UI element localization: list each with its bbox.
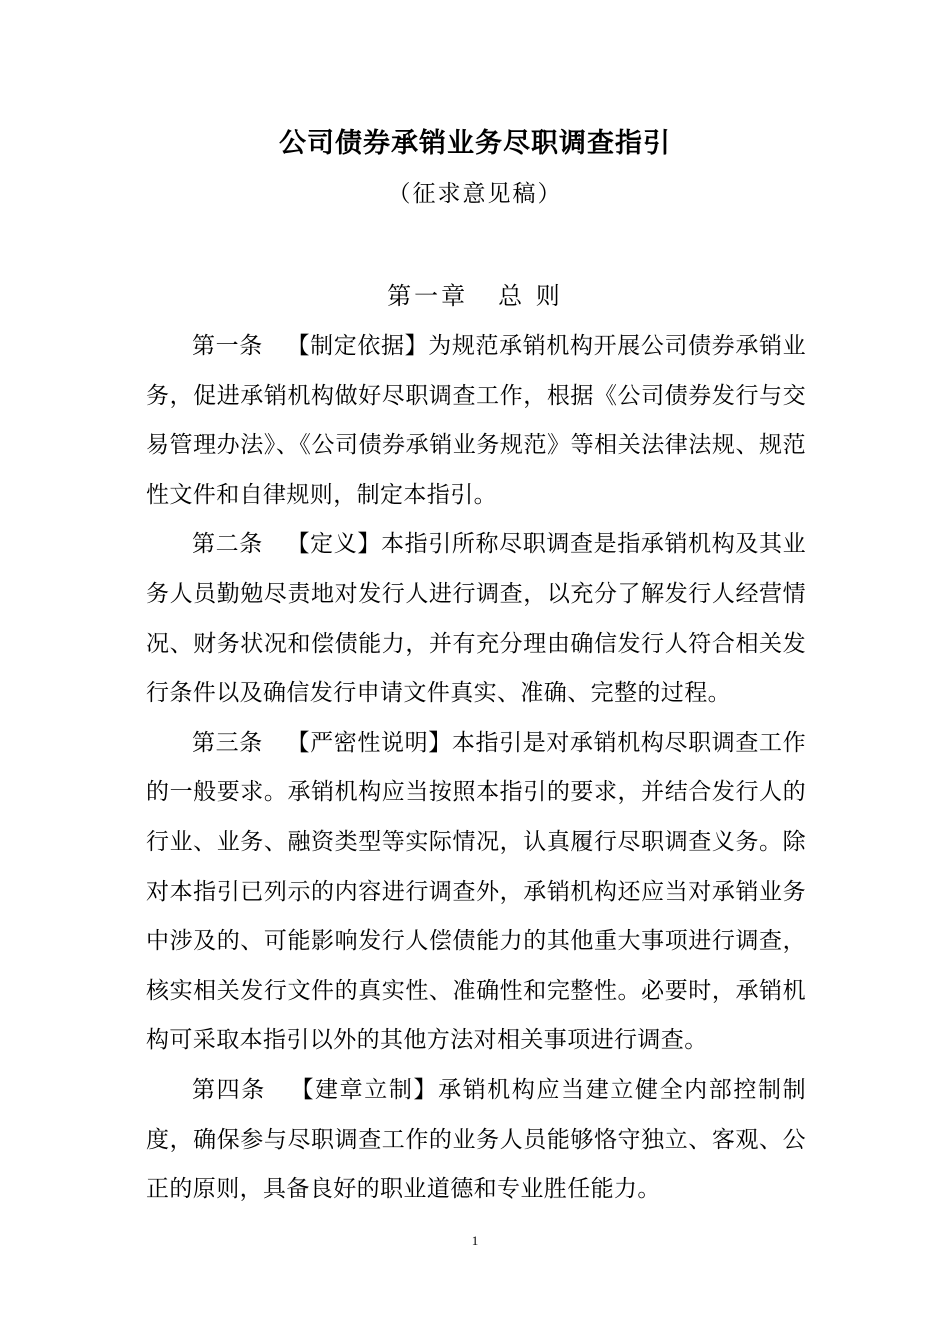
article-text: 为规范承销机构开展公司债券承销业务，促进承销机构做好尽职调查工作，根据《公司债券发行与交易管理办法》、《公司债券承销业务规范》等相关法律法规、规范性文件和自律规则，制定本指引。 — [146, 333, 806, 508]
article-tag: 【定义】 — [286, 531, 381, 558]
article-tag: 【制定依据】 — [286, 333, 429, 359]
chapter-heading — [0, 276, 950, 316]
article-text: 本指引所称尽职调查是指承销机构及其业务人员勤勉尽责地对发行人进行调查，以充分了解发行人经营情况、财务状况和偿债能力，并有充分理由确信发行人符合相关发行条件以及确信发行申请文件真实、准确、完整的过程。 — [146, 531, 806, 707]
article-1 — [146, 322, 806, 520]
chapter-name: 总 则 — [498, 282, 563, 310]
article-number: 第三条 — [192, 729, 263, 756]
article-tag: 【严密性说明】 — [286, 729, 452, 756]
document-body — [146, 322, 806, 1215]
article-number: 第二条 — [192, 531, 263, 558]
document-title: 公司债券承销业务尽职调查指引 — [279, 128, 671, 159]
article-number: 第一条 — [192, 333, 263, 359]
article-tag: 【建章立制】 — [289, 1076, 439, 1103]
article-text: 承销机构应当建立健全内部控制制度，确保参与尽职调查工作的业务人员能够恪守独立、客观、公正的原则，具备良好的职业道德和专业胜任能力。 — [146, 1076, 807, 1203]
article-3 — [146, 719, 806, 1066]
chapter-number: 第一章 — [387, 282, 469, 310]
article-2 — [146, 520, 806, 718]
page-number: 1 — [471, 1233, 479, 1248]
article-number: 第四条 — [192, 1076, 266, 1103]
document-subtitle: （征求意见稿） — [387, 181, 563, 207]
article-text: 本指引是对承销机构尽职调查工作的一般要求。承销机构应当按照本指引的要求，并结合发行人的行业、业务、融资类型等实际情况，认真履行尽职调查义务。除对本指引已列示的内容进行调查外，承销机构还应当对承销业务中涉及的、可能影响发行人偿债能力的其他重大事项进行调查，核实相关发行文件的真实性、准确性和完整性。必要时，承销机构可采取本指引以外的其他方法对相关事项进行调查。 — [146, 729, 806, 1054]
article-4 — [146, 1066, 806, 1215]
